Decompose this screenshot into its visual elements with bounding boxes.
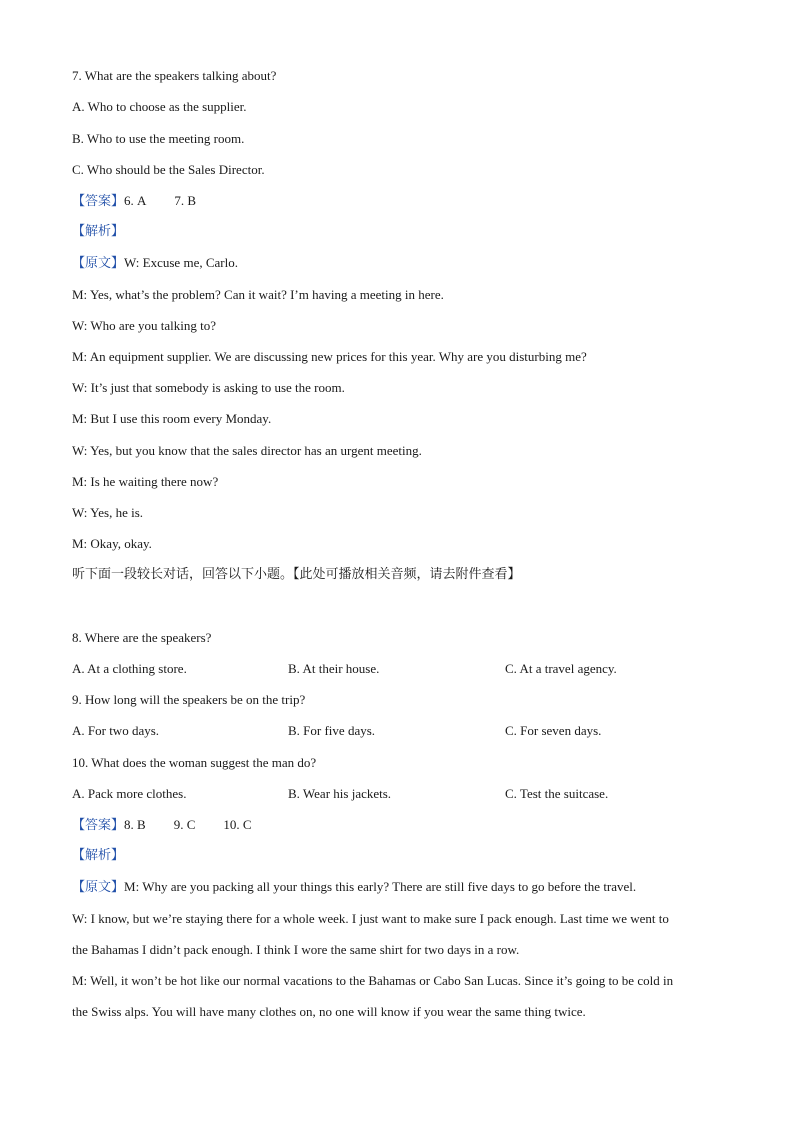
transcript-line: the Swiss alps. You will have many clothes on, no one will know if you wear the same thing twice. (72, 1004, 586, 1019)
q7-option-b: B. Who to use the meeting room. (72, 131, 245, 146)
transcript-line: M: Okay, okay. (72, 536, 152, 551)
transcript-line: W: It’s just that somebody is asking to use the room. (72, 380, 345, 395)
answer-label: 【答案】 (72, 194, 125, 209)
answer-item: 8. B (124, 817, 146, 832)
transcript-line: W: Yes, but you know that the sales director has an urgent meeting. (72, 443, 422, 458)
q8-option-c: C. At a travel agency. (505, 661, 617, 676)
q8-option-b: B. At their house. (288, 661, 380, 676)
answer-item: 9. C (173, 817, 196, 832)
answer-label: 【答案】 (72, 818, 125, 833)
answer-item: 10. C (223, 817, 252, 832)
q10-option-c: C. Test the suitcase. (505, 786, 609, 801)
transcript-label: 【原文】 (72, 880, 125, 895)
q9-option-a: A. For two days. (72, 723, 160, 738)
transcript-line: W: Yes, he is. (72, 505, 144, 520)
transcript-line: W: I know, but we’re staying there for a whole week. I just want to make sure I pack enough. Last time we went to (72, 911, 669, 926)
q9-option-b: B. For five days. (288, 723, 376, 738)
transcript-text: W: Excuse me, Carlo. (124, 255, 238, 270)
question-10: 10. What does the woman suggest the man do? (72, 755, 317, 770)
q9-option-c: C. For seven days. (505, 723, 602, 738)
transcript-first-line-2 (72, 879, 636, 896)
transcript-line: M: An equipment supplier. We are discussing new prices for this year. Why are you disturbing me? (72, 349, 587, 364)
answer-line-2 (72, 817, 252, 834)
answer-line-1 (72, 193, 196, 210)
transcript-first-line-1 (72, 255, 238, 272)
analysis-label-1: 【解析】 (72, 224, 125, 239)
q7-option-a: A. Who to choose as the supplier. (72, 99, 247, 114)
transcript-line: M: But I use this room every Monday. (72, 411, 272, 426)
answer-item: 7. B (174, 193, 197, 208)
transcript-line: the Bahamas I didn’t pack enough. I think I wore the same shirt for two days in a row. (72, 942, 520, 957)
analysis-label-2: 【解析】 (72, 848, 125, 863)
q10-option-b: B. Wear his jackets. (288, 786, 392, 801)
transcript-line: M: Is he waiting there now? (72, 474, 219, 489)
question-9: 9. How long will the speakers be on the trip? (72, 692, 306, 707)
q10-option-a: A. Pack more clothes. (72, 786, 187, 801)
q7-option-c: C. Who should be the Sales Director. (72, 162, 265, 177)
transcript-label: 【原文】 (72, 256, 125, 271)
question-7: 7. What are the speakers talking about? (72, 68, 277, 83)
answer-item: 6. A (124, 193, 147, 208)
q8-option-a: A. At a clothing store. (72, 661, 187, 676)
question-8: 8. Where are the speakers? (72, 630, 212, 645)
transcript-text: M: Why are you packing all your things this early? There are still five days to go before the travel. (124, 879, 637, 894)
listening-instruction: 听下面一段较长对话，回答以下小题。【此处可播放相关音频，请去附件查看】 (72, 567, 521, 582)
transcript-line: M: Yes, what’s the problem? Can it wait? I’m having a meeting in here. (72, 287, 444, 302)
transcript-line: M: Well, it won’t be hot like our normal vacations to the Bahamas or Cabo San Lucas. Since it’s going to be cold in (72, 973, 674, 988)
transcript-line: W: Who are you talking to? (72, 318, 217, 333)
